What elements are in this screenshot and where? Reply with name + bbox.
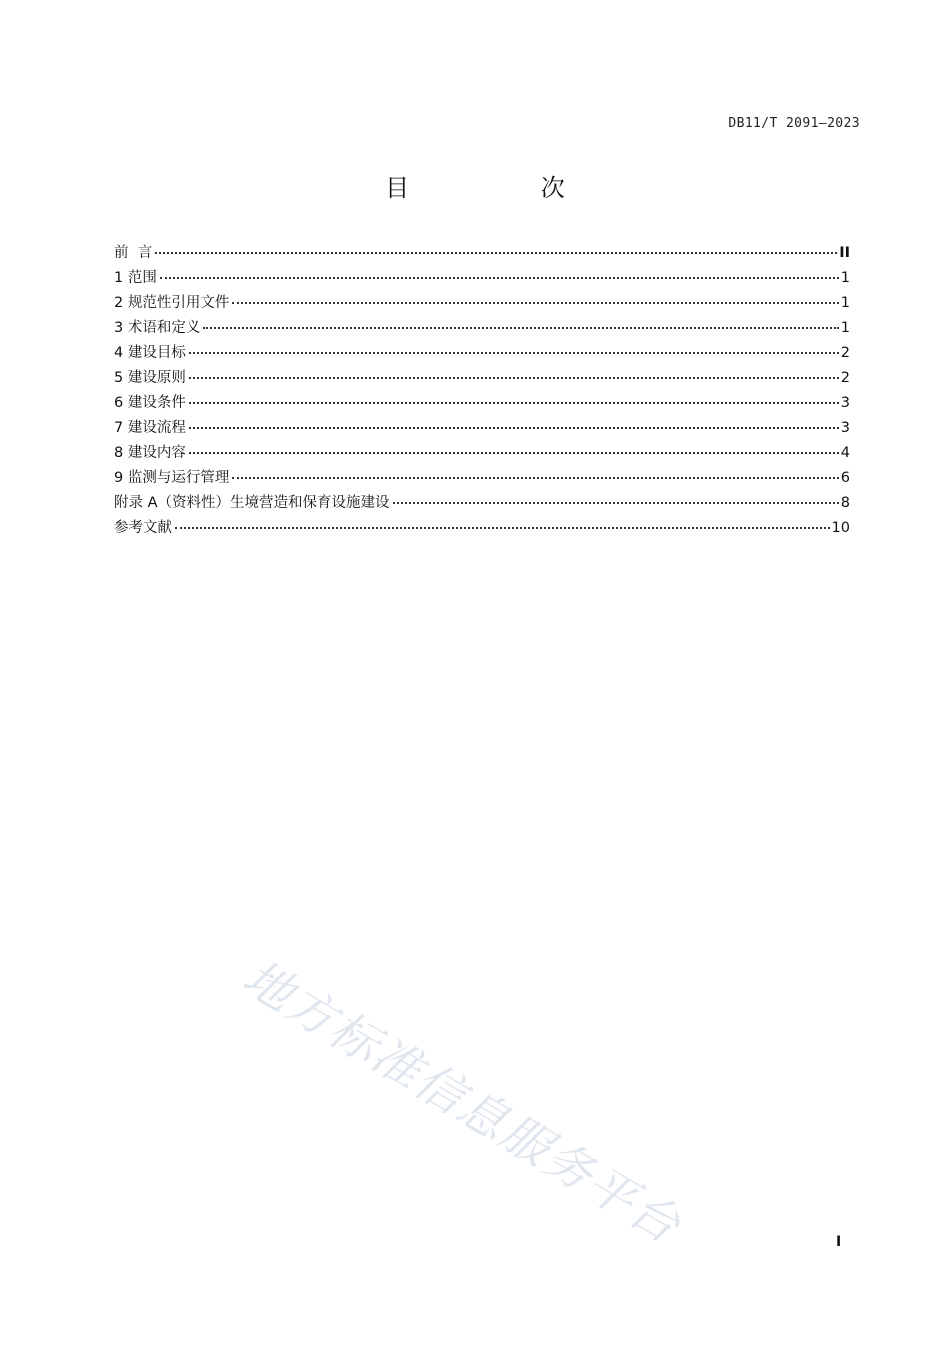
toc-entry-foreword[interactable] (114, 241, 850, 266)
toc-entry-references[interactable] (114, 516, 850, 541)
toc-entry-1[interactable] (114, 266, 850, 291)
toc-entry-page: 2 (840, 370, 850, 386)
page-number: I (836, 1234, 842, 1250)
toc-entry-page: 3 (840, 420, 850, 436)
dot-leader (175, 527, 830, 529)
toc-entry-page: 4 (840, 445, 850, 461)
dot-leader (189, 352, 839, 354)
toc-entry-label: 前 言 (114, 245, 153, 261)
standard-code: DB11/T 2091—2023 (728, 116, 860, 131)
toc-entry-label: 4 建设目标 (114, 345, 186, 361)
table-of-contents (114, 241, 850, 541)
dot-leader (232, 477, 838, 479)
dot-leader (155, 252, 837, 254)
toc-entry-label: 5 建设原则 (114, 370, 186, 386)
dot-leader (189, 402, 839, 404)
toc-entry-page: 10 (831, 520, 850, 536)
toc-entry-6[interactable] (114, 391, 850, 416)
toc-entry-page: 3 (840, 395, 850, 411)
toc-entry-page: 1 (840, 320, 850, 336)
toc-entry-label: 7 建设流程 (114, 420, 186, 436)
toc-entry-page: 1 (840, 270, 850, 286)
toc-entry-page: 6 (840, 470, 850, 486)
toc-entry-2[interactable] (114, 291, 850, 316)
toc-entry-9[interactable] (114, 466, 850, 491)
toc-entry-appendix-a[interactable] (114, 491, 850, 516)
toc-entry-label: 参考文献 (114, 520, 172, 536)
toc-entry-label: 9 监测与运行管理 (114, 470, 230, 486)
toc-entry-5[interactable] (114, 366, 850, 391)
toc-entry-page: 1 (840, 295, 850, 311)
dot-leader (393, 502, 839, 504)
toc-entry-label: 1 范围 (114, 270, 157, 286)
toc-entry-page: 8 (840, 495, 850, 511)
toc-entry-8[interactable] (114, 441, 850, 466)
dot-leader (203, 327, 838, 329)
toc-entry-label: 8 建设内容 (114, 445, 186, 461)
toc-entry-7[interactable] (114, 416, 850, 441)
dot-leader (160, 277, 839, 279)
toc-entry-label: 6 建设条件 (114, 395, 186, 411)
toc-entry-page: 2 (840, 345, 850, 361)
toc-entry-label: 3 术语和定义 (114, 320, 201, 336)
toc-entry-3[interactable] (114, 316, 850, 341)
watermark-text: 地方标准信息服务平台 (233, 949, 691, 1255)
dot-leader (189, 427, 839, 429)
toc-entry-label: 附录 A（资料性）生境营造和保育设施建设 (114, 495, 390, 511)
dot-leader (189, 377, 839, 379)
dot-leader (232, 302, 838, 304)
toc-entry-label: 2 规范性引用文件 (114, 295, 230, 311)
toc-entry-4[interactable] (114, 341, 850, 366)
dot-leader (189, 452, 839, 454)
page-title: 目 次 (385, 174, 627, 202)
toc-entry-page: II (839, 245, 850, 261)
